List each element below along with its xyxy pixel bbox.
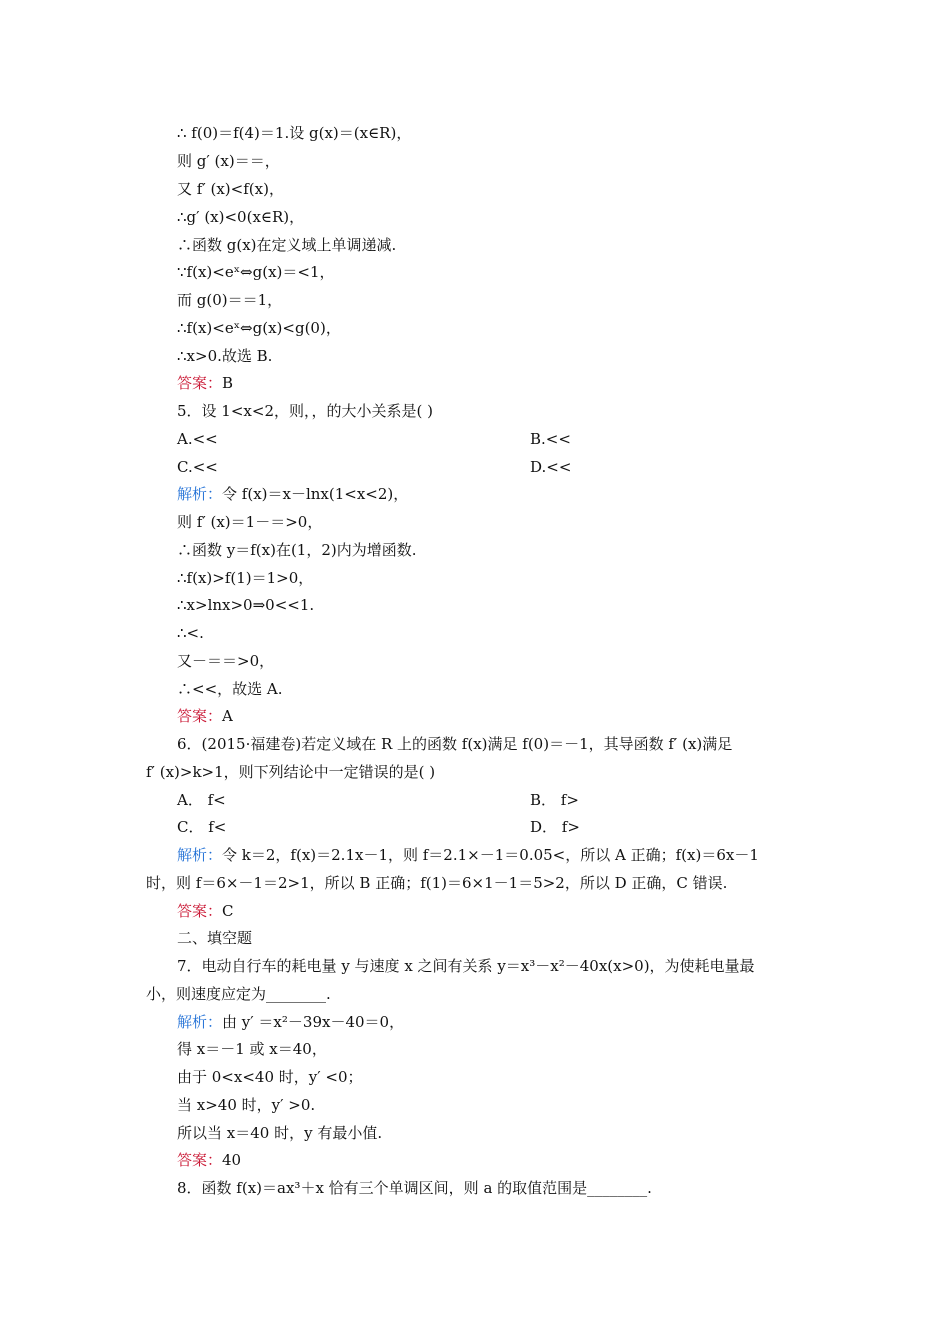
q4-line-8: ∴f(x)<eˣ⇔g(x)<g(0)， [177, 319, 341, 337]
q8-question: 8．函数 f(x)＝ax³＋x 恰有三个单调区间，则 a 的取值范围是________. [177, 1179, 652, 1197]
q5-option-b: B.<< [530, 430, 571, 448]
answer-value: 40 [222, 1151, 242, 1169]
answer-value: A [222, 707, 233, 725]
q5-line-1: 则 f′ (x)＝1－＝>0， [177, 513, 323, 531]
answer-value: B [222, 374, 234, 392]
q5-answer [177, 706, 233, 726]
q7-answer [177, 1150, 241, 1170]
q5-line-4: ∴x>lnx>0⇒0<<1. [177, 596, 315, 614]
analysis-text: 令 f(x)＝x－lnx(1<x<2)， [222, 485, 409, 503]
q4-line-5: ∴函数 g(x)在定义域上单调递减. [177, 236, 397, 254]
q5-line-3: ∴f(x)>f(1)＝1>0， [177, 569, 314, 587]
q6-question-1: 6．(2015·福建卷)若定义域在 R 上的函数 f(x)满足 f(0)＝－1，其导函数 f′ (x)满足 [177, 735, 733, 753]
q7-line-4: 所以当 x＝40 时，y 有最小值. [177, 1124, 383, 1142]
q6-option-a: A． f< [177, 791, 226, 809]
q5-option-d: D.<< [530, 458, 572, 476]
q4-answer [177, 373, 233, 393]
q6-answer [177, 901, 234, 921]
q4-line-1: ∴ f(0)＝f(4)＝1.设 g(x)＝(x∈R)， [177, 124, 412, 142]
q4-line-3: 又 f′ (x)<f(x)， [177, 180, 284, 198]
q4-line-9: ∴x>0.故选 B. [177, 347, 273, 365]
answer-label: 答案： [177, 902, 223, 920]
q6-analysis-second: 时，则 f＝6×－1＝2>1，所以 B 正确；f(1)＝6×1－1＝5>2，所以 D 正确，C 错误. [146, 874, 728, 892]
analysis-label: 解析： [177, 846, 223, 864]
q7-line-2: 由于 0<x<40 时，y′ <0； [177, 1068, 363, 1086]
answer-value: C [222, 902, 234, 920]
q5-question: 5．设 1<x<2，则，，的大小关系是( ) [177, 402, 433, 420]
q5-line-7: ∴<<，故选 A. [177, 680, 283, 698]
analysis-label: 解析： [177, 485, 223, 503]
q4-line-4: ∴g′ (x)<0(x∈R)， [177, 208, 305, 226]
q7-question-1: 7．电动自行车的耗电量 y 与速度 x 之间有关系 y＝x³－x²－40x(x>0)，为使耗电量最 [177, 957, 755, 975]
q7-analysis-first [177, 1012, 404, 1032]
q5-analysis-first [177, 484, 408, 504]
answer-label: 答案： [177, 1151, 223, 1169]
answer-label: 答案： [177, 707, 223, 725]
q6-analysis-first [177, 845, 759, 865]
q5-option-c: C.<< [177, 458, 218, 476]
q7-question-2: 小，则速度应定为________. [146, 985, 331, 1003]
q4-line-7: 而 g(0)＝＝1， [177, 291, 283, 309]
q6-question-2: f′ (x)>k>1，则下列结论中一定错误的是( ) [146, 763, 436, 781]
q5-line-6: 又－＝＝>0， [177, 652, 275, 670]
q7-line-3: 当 x>40 时，y′ >0. [177, 1096, 316, 1114]
q4-line-2: 则 g′ (x)＝＝， [177, 152, 280, 170]
answer-label: 答案： [177, 374, 223, 392]
analysis-label: 解析： [177, 1013, 223, 1031]
q5-line-5: ∴<. [177, 624, 204, 642]
q7-line-1: 得 x＝－1 或 x＝40， [177, 1040, 327, 1058]
q5-line-2: ∴函数 y＝f(x)在(1，2)内为增函数. [177, 541, 417, 559]
analysis-text: 令 k＝2，f(x)＝2.1x－1，则 f＝2.1×－1＝0.05<，所以 A 正确；f(x)＝6x－1 [222, 846, 759, 864]
q6-option-c: C． f< [177, 818, 227, 836]
q6-option-d: D． f> [530, 818, 580, 836]
q6-option-b: B． f> [530, 791, 579, 809]
section-heading: 二、填空题 [177, 929, 253, 947]
q5-option-a: A.<< [177, 430, 218, 448]
q4-line-6: ∵f(x)<eˣ⇔g(x)＝<1， [177, 263, 335, 281]
analysis-text: 由 y′ ＝x²－39x－40＝0， [222, 1013, 405, 1031]
